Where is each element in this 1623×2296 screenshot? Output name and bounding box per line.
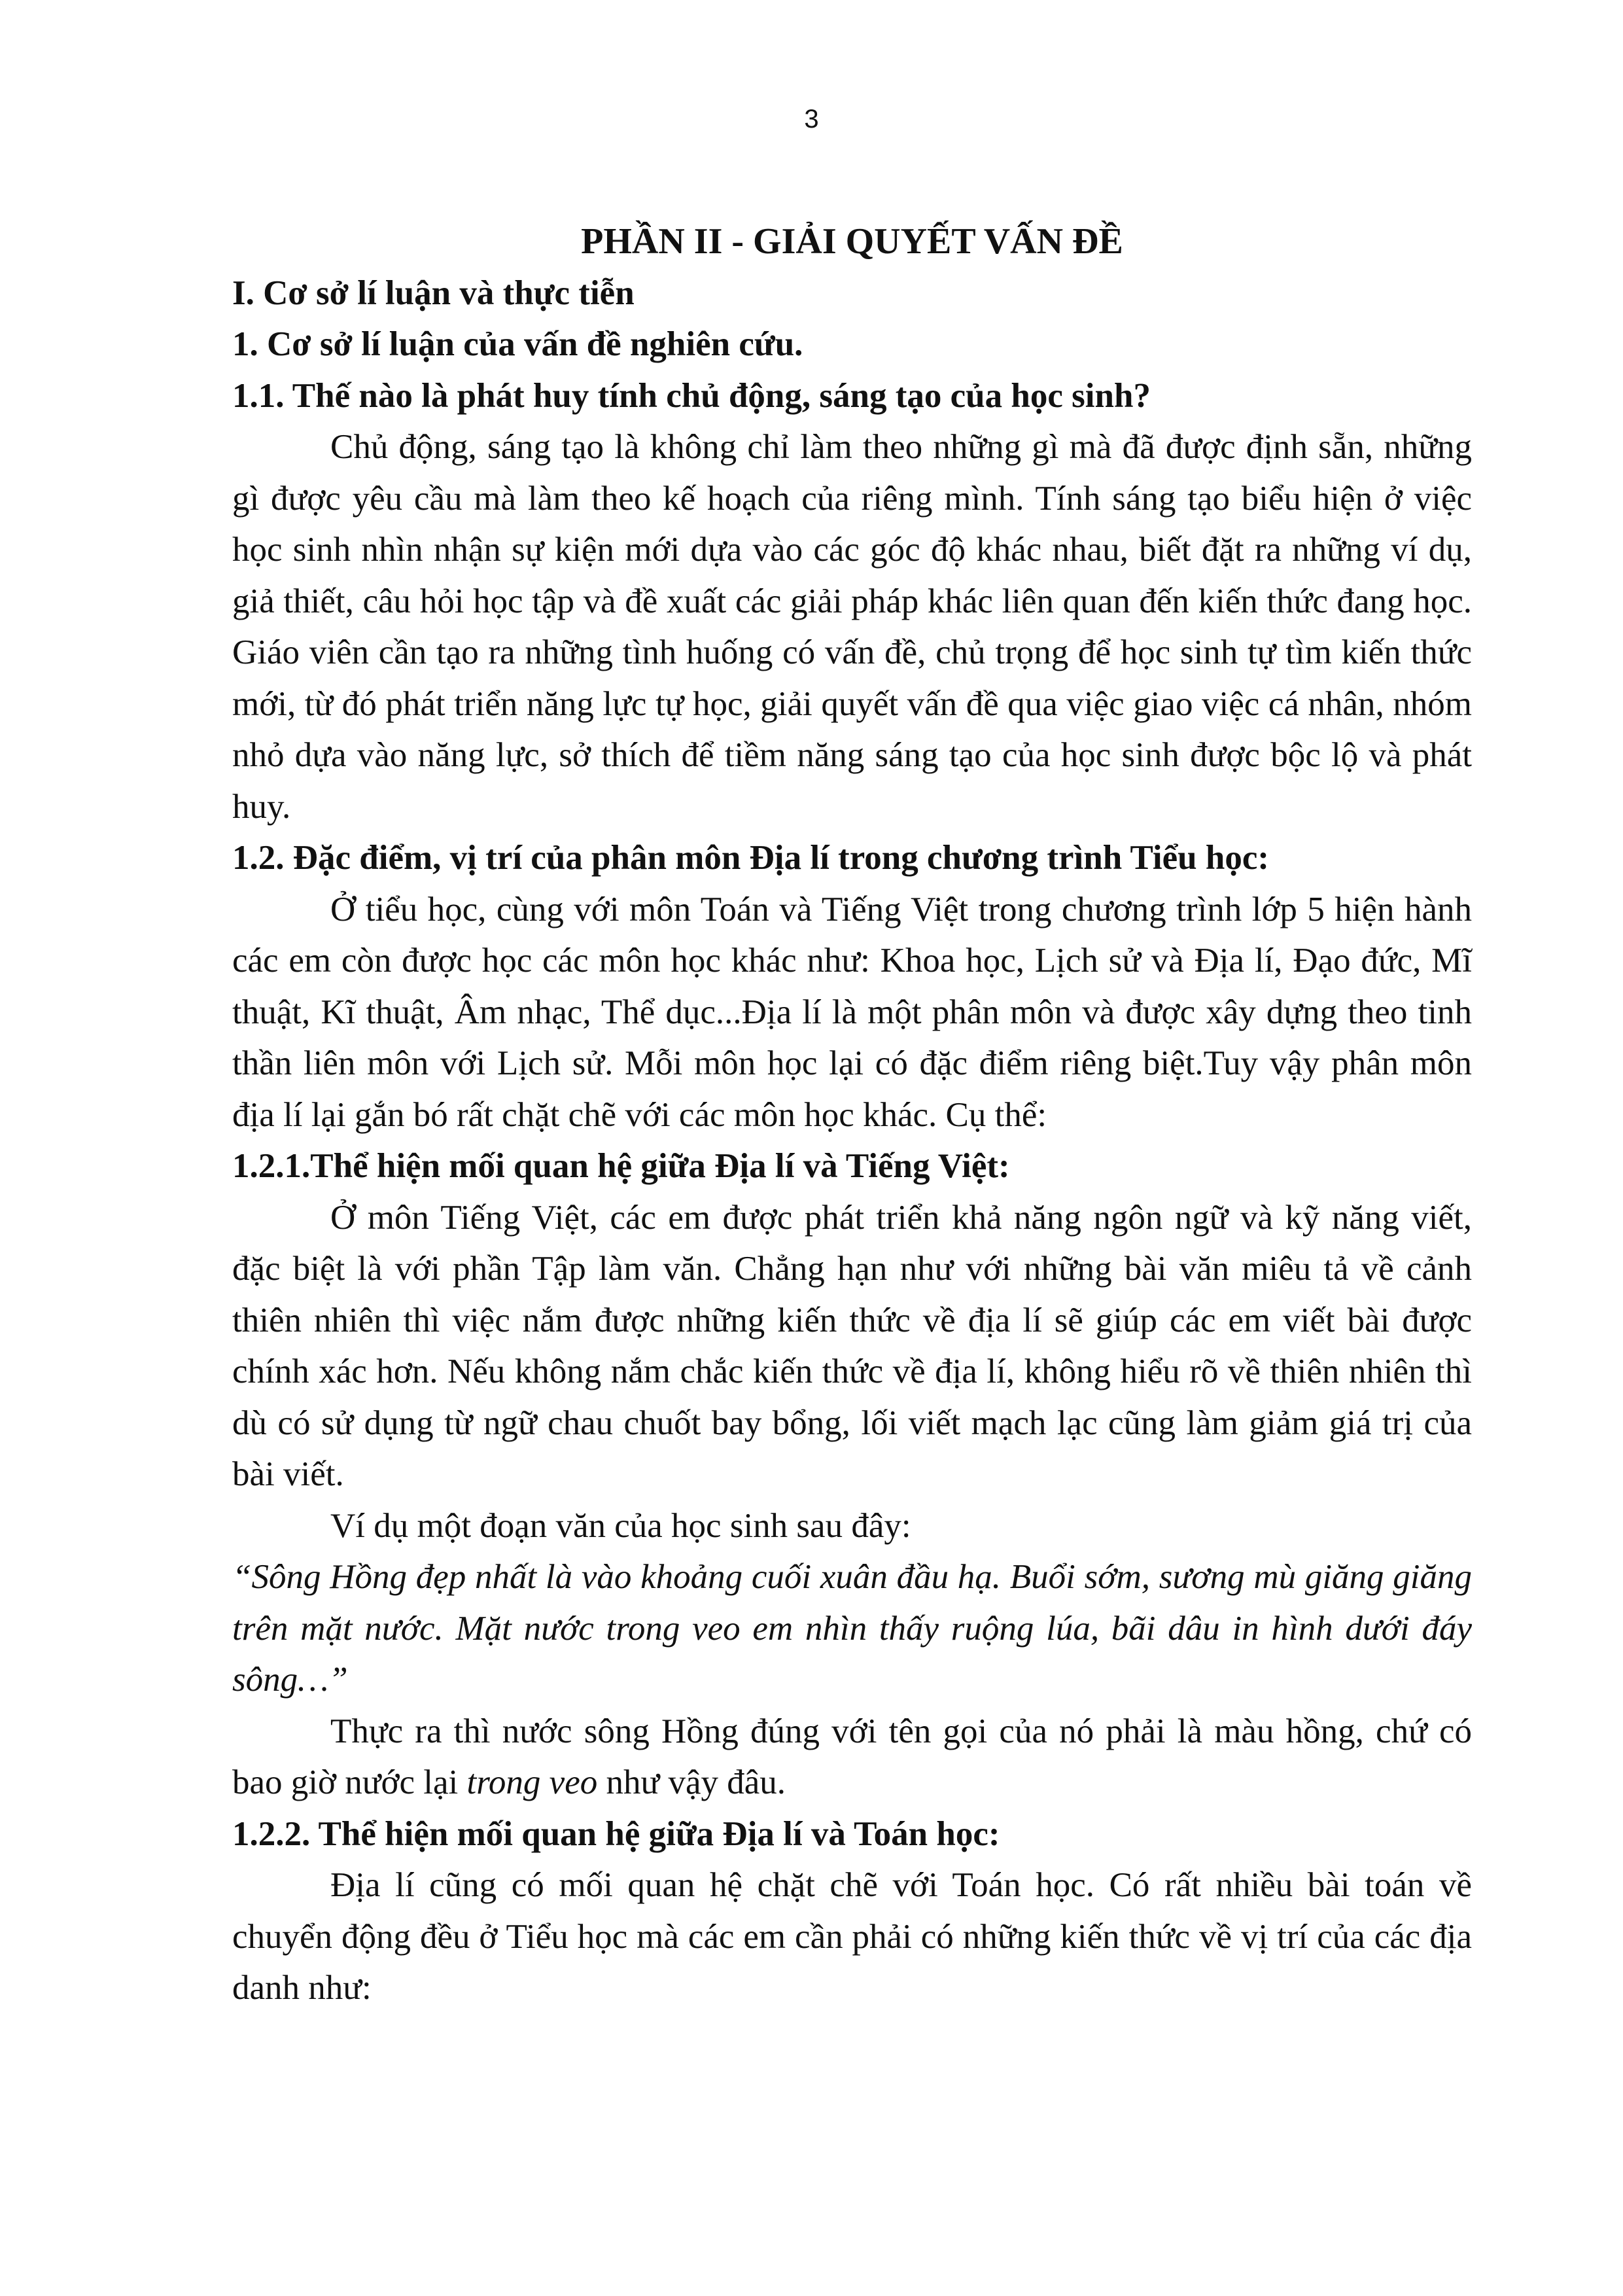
comment-text-after: như vậy đâu. (597, 1763, 786, 1801)
heading-1-2: 1.2. Đặc điểm, vị trí của phân môn Địa lí trong chương trình Tiểu học: (232, 839, 1270, 877)
section-heading-1-1: 1. Cơ sở lí luận của vấn đề nghiên cứu. (232, 325, 803, 363)
paragraph-1-2: Ở tiểu học, cùng với môn Toán và Tiếng Việt trong chương trình lớp 5 hiện hành các em còn được học các môn học khác như: Khoa học, Lịch sử và Địa lí, Đạo đức, Mĩ thuật, Kĩ thuật, Âm nhạc, Thể dục...Địa lí là một phân môn và được xây dựng theo tinh thần liên môn với Lịch sử. Mỗi môn học lại có đặc điểm riêng biệt.Tuy vậy phân môn địa lí lại gắn bó rất chặt chẽ với các môn học khác. Cụ thể: (232, 890, 1472, 1134)
student-quote: “Sông Hồng đẹp nhất là vào khoảng cuối xuân đầu hạ. Buổi sớm, sương mù giăng giăng trên mặt nước. Mặt nước trong veo em nhìn thấy ruộng lúa, bãi dâu in hình dưới đáy sông…” (232, 1558, 1472, 1699)
paragraph-example-intro: Ví dụ một đoạn văn của học sinh sau đây: (330, 1506, 911, 1545)
paragraph-1-1: Chủ động, sáng tạo là không chỉ làm theo những gì mà đã được định sẵn, những gì được yêu cầu mà làm theo kế hoạch của riêng mình. Tính sáng tạo biểu hiện ở việc học sinh nhìn nhận sự kiện mới dựa vào các góc độ khác nhau, biết đặt ra những ví dụ, giả thiết, câu hỏi học tập và đề xuất các giải pháp khác liên quan đến kiến thức đang học. Giáo viên cần tạo ra những tình huống có vấn đề, chủ trọng để học sinh tự tìm kiến thức mới, từ đó phát triển năng lực tự học, giải quyết vấn đề qua việc giao việc cá nhân, nhóm nhỏ dựa vào năng lực, sở thích để tiềm năng sáng tạo của học sinh được bộc lộ và phát huy. (232, 428, 1472, 826)
paragraph-1-2-1: Ở môn Tiếng Việt, các em được phát triển khả năng ngôn ngữ và kỹ năng viết, đặc biệt là với phần Tập làm văn. Chẳng hạn như với những bài văn miêu tả về cảnh thiên nhiên thì việc nắm được những kiến thức về địa lí sẽ giúp các em viết bài được chính xác hơn. Nếu không nắm chắc kiến thức về địa lí, không hiểu rõ về thiên nhiên thì dù có sử dụng từ ngữ chau chuốt bay bổng, lối viết mạch lạc cũng làm giảm giá trị của bài viết. (232, 1198, 1472, 1493)
comment-text-italic: trong veo (466, 1763, 598, 1801)
section-heading-1: I. Cơ sở lí luận và thực tiễn (232, 274, 635, 312)
heading-1-2-2: 1.2.2. Thể hiện mối quan hệ giữa Địa lí và Toán học: (232, 1814, 1000, 1853)
paragraph-1-2-2: Địa lí cũng có mối quan hệ chặt chẽ với Toán học. Có rất nhiều bài toán về chuyển động đều ở Tiểu học mà các em cần phải có những kiến thức về vị trí của các địa danh như: (232, 1866, 1472, 2007)
page-title: PHẦN II - GIẢI QUYẾT VẤN ĐỀ (581, 221, 1123, 262)
page-number: 3 (804, 105, 819, 133)
paragraph-comment (232, 1706, 1472, 1809)
heading-1-1: 1.1. Thế nào là phát huy tính chủ động, sáng tạo của học sinh? (232, 376, 1151, 415)
comment-text-before: Thực ra thì nước sông Hồng đúng với tên gọi của nó phải là màu hồng, chứ có bao giờ nước lại (232, 1712, 1472, 1801)
heading-1-2-1: 1.2.1.Thể hiện mối quan hệ giữa Địa lí và Tiếng Việt: (232, 1147, 1010, 1185)
document-body (232, 216, 1472, 2014)
